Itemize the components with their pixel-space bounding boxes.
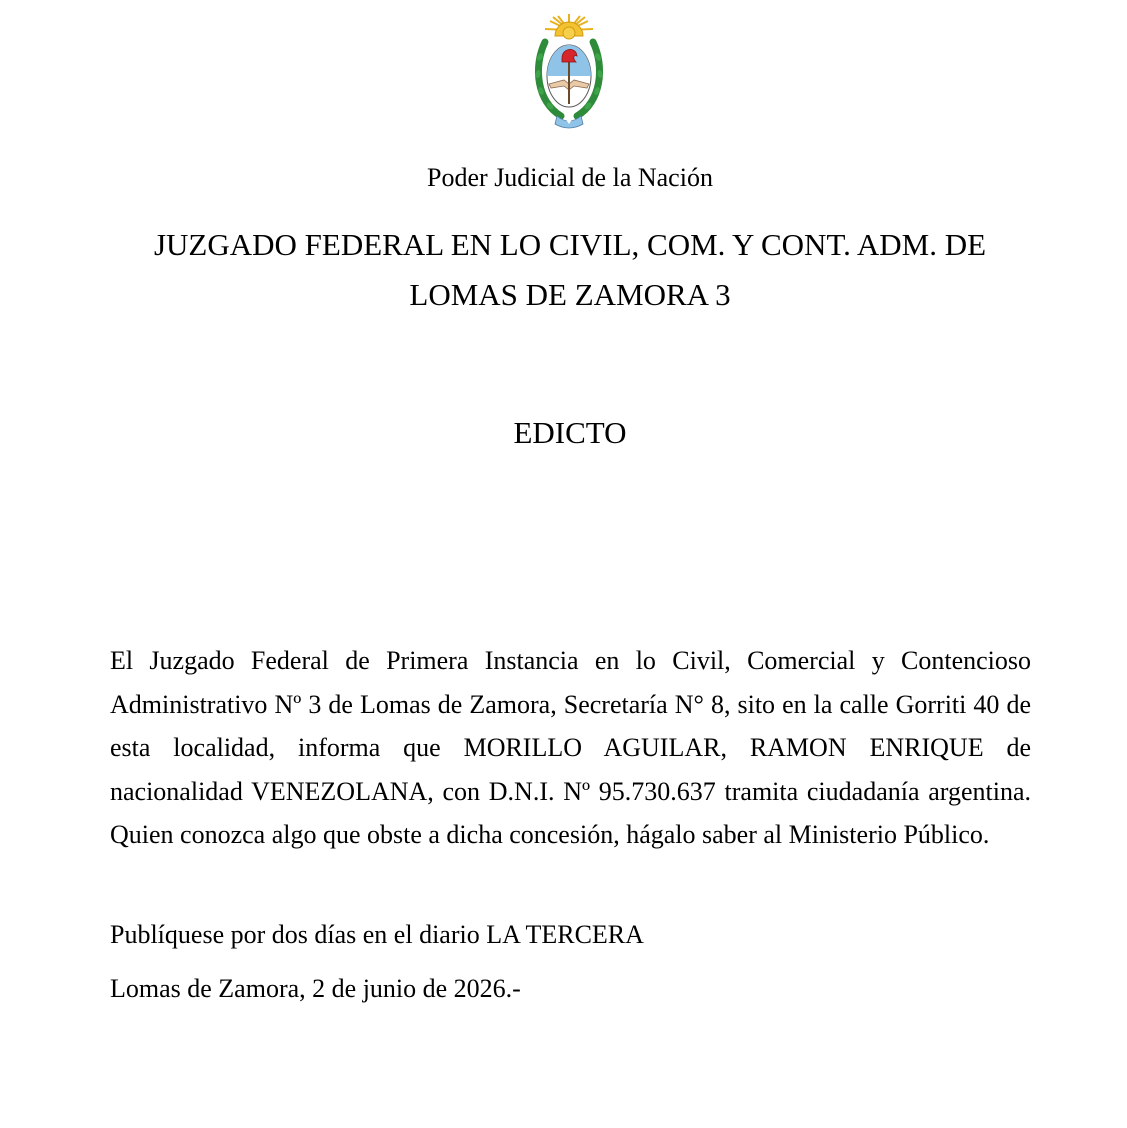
argentine-coat-of-arms-icon xyxy=(531,12,607,130)
edict-body-paragraph: El Juzgado Federal de Primera Instancia en lo Civil, Comercial y Contencioso Administrativo Nº 3 de Lomas de Zamora, Secretaría N° 8, sito en la calle Gorriti 40 de esta localidad, informa que MORILLO AGUILAR, RAMON ENRIQUE de nacionalidad VENEZOLANA, con D.N.I. Nº 95.730.637 tramita ciudadanía argentina. Quien conozca algo que obste a dicha concesión, hágalo saber al Ministerio Público. xyxy=(110,646,1031,849)
date-line: Lomas de Zamora, 2 de junio de 2026.- xyxy=(110,974,521,1003)
court-name-line-2: LOMAS DE ZAMORA 3 xyxy=(409,277,731,312)
document-title: EDICTO xyxy=(513,415,627,450)
publication-notice: Publíquese por dos días en el diario LA TERCERA xyxy=(110,920,644,949)
court-name xyxy=(0,220,1127,320)
court-name-line-1: JUZGADO FEDERAL EN LO CIVIL, COM. Y CONT. ADM. DE xyxy=(153,227,987,262)
institution-name: Poder Judicial de la Nación xyxy=(427,163,713,192)
